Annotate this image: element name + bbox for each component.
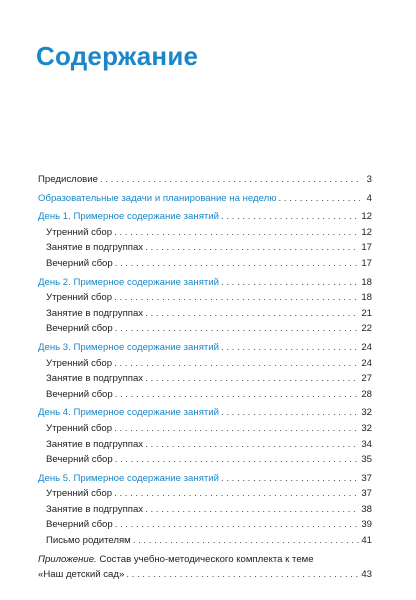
toc-leader-dots xyxy=(115,517,360,533)
toc-page-number: 24 xyxy=(361,357,372,369)
toc-page-number: 28 xyxy=(361,388,372,400)
toc-leader-dots xyxy=(221,405,359,421)
toc-leader-dots xyxy=(115,256,360,272)
toc-entry-label: Вечерний сбор xyxy=(38,517,115,533)
toc-entry-label: Занятие в подгруппах xyxy=(38,371,145,387)
toc-appendix-title: Состав учебно-методического комплекта к теме xyxy=(96,553,314,565)
toc-leader-dots xyxy=(221,275,359,291)
toc-leader-dots xyxy=(145,502,359,518)
toc-entry[interactable] xyxy=(38,191,372,207)
toc-entry[interactable] xyxy=(38,209,372,225)
toc-leader-dots xyxy=(278,191,360,207)
toc-page-number: 41 xyxy=(361,535,372,547)
toc-leader-dots xyxy=(115,387,360,403)
toc-appendix-line-2[interactable] xyxy=(38,567,372,583)
table-of-contents xyxy=(38,172,372,583)
toc-leader-dots xyxy=(145,240,359,256)
toc-entry-label: Вечерний сбор xyxy=(38,321,115,337)
toc-entry-label: Утренний сбор xyxy=(38,486,114,502)
toc-subentry[interactable] xyxy=(38,321,372,337)
toc-leader-dots xyxy=(115,321,360,337)
toc-page-number: 18 xyxy=(361,292,372,304)
page-title: Содержание xyxy=(36,41,199,71)
toc-appendix-line-1[interactable] xyxy=(38,552,372,568)
toc-page-number: 37 xyxy=(361,488,372,500)
toc-subentry[interactable] xyxy=(38,306,372,322)
toc-leader-dots xyxy=(145,306,359,322)
toc-subentry[interactable] xyxy=(38,356,372,372)
toc-appendix-prefix: Приложение. xyxy=(38,553,97,565)
toc-page-number: 4 xyxy=(366,192,372,204)
toc-subentry[interactable] xyxy=(38,225,372,241)
toc-subentry[interactable] xyxy=(38,452,372,468)
toc-page-number: 17 xyxy=(361,257,372,269)
toc-entry-label: Утренний сбор xyxy=(38,225,114,241)
toc-entry-label: День 2. Примерное содержание занятий xyxy=(38,275,221,291)
toc-entry-label: Занятие в подгруппах xyxy=(38,306,145,322)
toc-page-number: 43 xyxy=(361,569,372,581)
toc-subentry[interactable] xyxy=(38,437,372,453)
toc-leader-dots xyxy=(115,452,360,468)
toc-subentry[interactable] xyxy=(38,240,372,256)
toc-entry-label: Предисловие xyxy=(38,172,100,188)
toc-page-number: 38 xyxy=(361,503,372,515)
toc-entry-label: День 4. Примерное содержание занятий xyxy=(38,405,221,421)
toc-leader-dots xyxy=(100,172,360,188)
toc-leader-dots xyxy=(145,437,359,453)
toc-page-number: 34 xyxy=(361,438,372,450)
toc-entry[interactable] xyxy=(38,405,372,421)
toc-entry-label: Занятие в подгруппах xyxy=(38,240,145,256)
toc-leader-dots xyxy=(221,209,359,225)
toc-entry-label: Образовательные задачи и планирование на неделю xyxy=(38,191,278,207)
toc-leader-dots xyxy=(114,486,359,502)
toc-subentry[interactable] xyxy=(38,533,372,549)
toc-subentry[interactable] xyxy=(38,290,372,306)
toc-leader-dots xyxy=(221,471,359,487)
toc-subentry[interactable] xyxy=(38,421,372,437)
toc-page-number: 12 xyxy=(361,226,372,238)
toc-subentry[interactable] xyxy=(38,517,372,533)
toc-subentry[interactable] xyxy=(38,371,372,387)
toc-entry[interactable] xyxy=(38,340,372,356)
toc-appendix-subtitle: «Наш детский сад» xyxy=(38,567,126,583)
toc-leader-dots xyxy=(114,421,359,437)
toc-page-number: 32 xyxy=(361,422,372,434)
toc-entry[interactable] xyxy=(38,471,372,487)
toc-entry-label: Вечерний сбор xyxy=(38,387,115,403)
toc-page-number: 12 xyxy=(361,211,372,223)
toc-entry-label: Занятие в подгруппах xyxy=(38,502,145,518)
toc-entry-label: День 5. Примерное содержание занятий xyxy=(38,471,221,487)
toc-rows xyxy=(38,172,372,549)
toc-entry-label: Утренний сбор xyxy=(38,356,114,372)
toc-entry[interactable] xyxy=(38,172,372,188)
toc-entry-label: День 3. Примерное содержание занятий xyxy=(38,340,221,356)
toc-page-number: 32 xyxy=(361,407,372,419)
toc-page-number: 18 xyxy=(361,276,372,288)
toc-page-number: 37 xyxy=(361,472,372,484)
toc-page-number: 27 xyxy=(361,373,372,385)
toc-entry-label: Утренний сбор xyxy=(38,290,114,306)
toc-page-number: 3 xyxy=(366,174,372,185)
toc-leader-dots xyxy=(221,340,359,356)
toc-leader-dots xyxy=(133,533,360,549)
toc-subentry[interactable] xyxy=(38,502,372,518)
toc-leader-dots xyxy=(145,371,359,387)
toc-page-number: 22 xyxy=(361,323,372,335)
toc-entry-label: День 1. Примерное содержание занятий xyxy=(38,209,221,225)
toc-entry-label: Занятие в подгруппах xyxy=(38,437,145,453)
toc-leader-dots xyxy=(114,356,359,372)
toc-page-number: 24 xyxy=(361,341,372,353)
toc-leader-dots xyxy=(114,290,359,306)
toc-page-number: 21 xyxy=(361,307,372,319)
toc-subentry[interactable] xyxy=(38,387,372,403)
toc-entry[interactable] xyxy=(38,275,372,291)
toc-entry-label: Вечерний сбор xyxy=(38,452,115,468)
toc-leader-dots xyxy=(114,225,359,241)
toc-entry-label: Утренний сбор xyxy=(38,421,114,437)
toc-page-number: 35 xyxy=(361,454,372,466)
toc-entry-label: Вечерний сбор xyxy=(38,256,115,272)
toc-page-number: 17 xyxy=(361,242,372,254)
toc-subentry[interactable] xyxy=(38,256,372,272)
toc-leader-dots xyxy=(126,567,359,583)
toc-subentry[interactable] xyxy=(38,486,372,502)
toc-entry-label: Письмо родителям xyxy=(38,533,133,549)
toc-page-number: 39 xyxy=(361,519,372,531)
